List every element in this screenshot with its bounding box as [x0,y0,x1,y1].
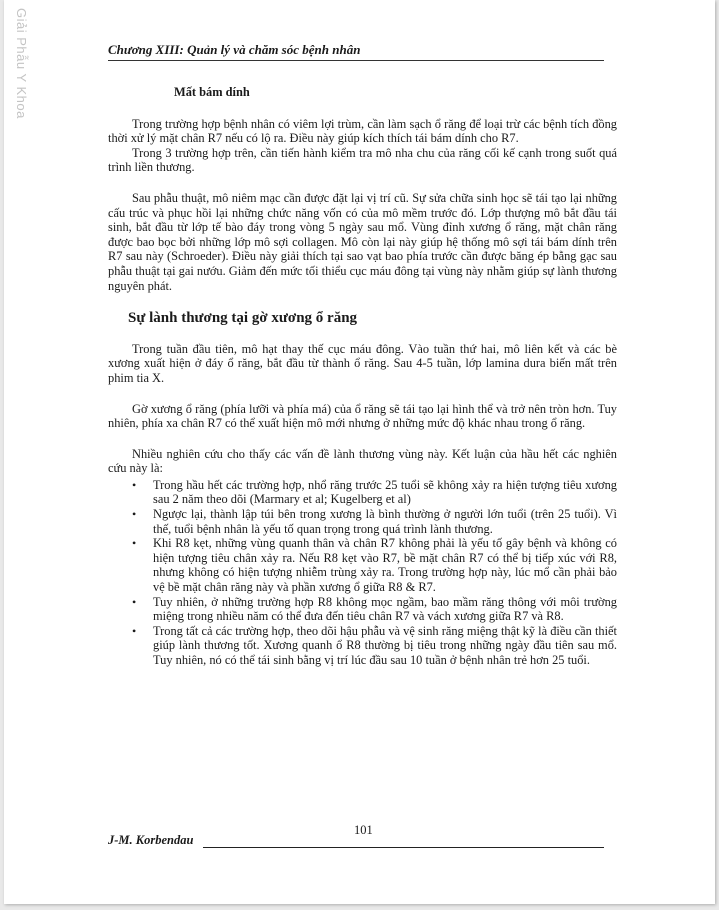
bullet-icon: • [132,594,137,609]
chapter-header: Chương XIII: Quản lý và chăm sóc bệnh nhân [108,42,604,61]
section-heading: Sự lành thương tại gờ xương ổ răng [128,310,358,327]
bullet-icon: • [132,623,137,638]
paragraph: Gờ xương ổ răng (phía lưỡi và phía má) của ổ răng sẽ tái tạo lại hình thể và trở nên tròn hơn. Tuy nhiên, phía xa chân R7 có thể xuất hiện mô mới nhưng ở những mức độ khác nhau trong ổ răng. [108,401,617,431]
document-page [4,0,715,904]
paragraph: Sau phẫu thuật, mô niêm mạc cần được đặt lại vị trí cũ. Sự sửa chữa sinh học sẽ tái tạo lại những cấu trúc và phục hồi lại những chức năng vốn có của mô mềm trước đó. Lớp thượng mô bắt đầu tái sinh, bắt đầu từ lớp tế bào đáy trong vòng 5 ngày sau mổ. Vùng đỉnh xương ổ răng, mặt chân răng được bao bọc bởi những lớp mô sợi collagen. Mô còn lại này giúp hệ thống mô sợi tái bám dính trên R7 sau này (Schroeder). Điều này giải thích tại sao vạt bao phía trước cần được băng ép bằng gạc sau phẫu thuật tại gai nướu. Giảm đến mức tối thiểu cục máu đông tại vùng này nhằm giúp sự lành thương nguyên phát. [108,190,617,293]
list-item: • Trong hầu hết các trường hợp, nhổ răng trước 25 tuổi sẽ không xảy ra hiện tượng tiêu xương sau 2 năm theo dõi (Marmary et al; Kugelberg et al) [132,477,617,507]
list-item: • Khi R8 kẹt, những vùng quanh thân và chân R7 không phải là yếu tố gây bệnh và không có hiện tượng tiêu chân xảy ra. Nếu R8 kẹt vào R7, bề mặt chân R7 có thể bị tiếp xúc với R8, nhưng không có hiện tượng nhiễm trùng xảy ra. Trong trường hợp này, lúc mổ cần phải bảo vệ bề mặt chân răng này và phần xương ổ giữa R8 & R7. [132,536,617,595]
list-item: • Ngược lại, thành lập túi bên trong xương là bình thường ở người lớn tuổi (trên 25 tuổi). Vì thế, tuổi bệnh nhân là yếu tố quan trọng trong quá trình lành thương. [132,507,617,536]
bullet-icon: • [132,536,137,551]
paragraph: Trong tuần đầu tiên, mô hạt thay thế cục máu đông. Vào tuần thứ hai, mô liên kết và các bè xương xuất hiện ở đáy ổ răng, bắt đầu từ thành ổ răng. Sau 4-5 tuần, lớp lamina dura biến mất trên phim tia X. [108,341,617,385]
list-item: • Tuy nhiên, ở những trường hợp R8 không mọc ngầm, bao mầm răng thông với môi trường miệng trong nhiều năm có thể đưa đến tiêu chân R7 và vách xương giữa R7 và R8. [132,594,617,624]
sub-heading: Mất bám dính [174,85,250,99]
footer-author: J-M. Korbendau [108,833,194,847]
paragraph: Trong 3 trường hợp trên, cần tiến hành kiểm tra mô nha chu của răng cối kế cạnh trong suốt quá trình liền thương. [108,145,617,175]
footer-rule [203,847,604,848]
watermark: Giải Phẫu Y Khoa [14,8,29,119]
page-content [108,80,617,668]
paragraph: Trong trường hợp bệnh nhân có viêm lợi trùm, cần làm sạch ổ răng để loại trừ các bệnh tích đồng thời xử lý mặt chân R7 nếu có lộ ra. Điều này giúp kích thích tái bám dính cho R7. [108,116,617,146]
page-number: 101 [354,823,373,837]
paragraph: Nhiều nghiên cứu cho thấy các vấn đề lành thương vùng này. Kết luận của hầu hết các nghiên cứu này là: [108,446,617,476]
bullet-icon: • [132,507,137,522]
list-item: • Trong tất cả các trường hợp, theo dõi hậu phẫu và vệ sinh răng miệng thật kỹ là điều cần thiết giúp lành thương tốt. Xương quanh ổ R8 thường bị tiêu trong những ngày đầu tiên sau mổ. Tuy nhiên, nó có thể tái sinh bằng vị trí lúc đầu sau 10 tuần ở bệnh nhân trẻ hơn 25 tuổi. [132,623,617,667]
findings-list [108,478,617,668]
bullet-icon: • [132,477,137,492]
